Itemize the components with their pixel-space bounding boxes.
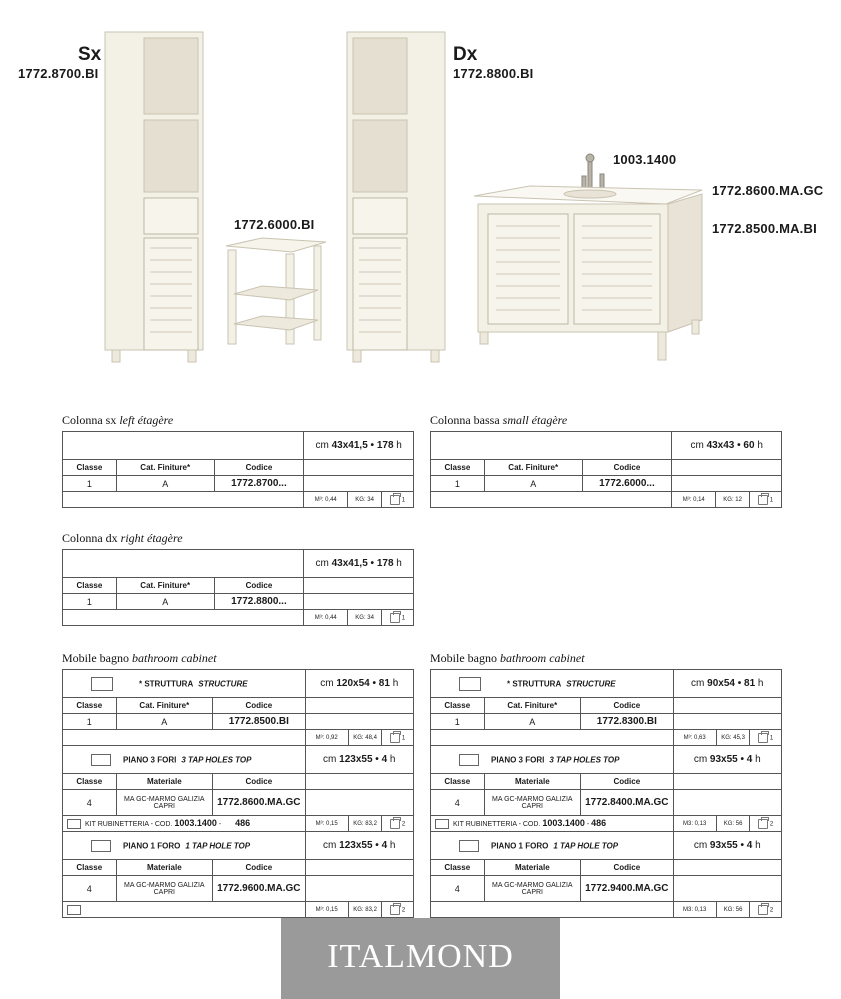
header-classe: Classe [63, 860, 117, 876]
codice-cell: 1772.8700... [214, 476, 304, 492]
section-title-mobile-left: Mobile bagno bathroom cabinet [62, 651, 217, 665]
codice-cell: 1772.8500.BI [213, 714, 305, 730]
codice-cell: 1772.9600.MA.GC [213, 876, 305, 902]
stool-code-label: 1772.6000.BI [234, 217, 315, 232]
header-codice: Codice [581, 698, 673, 714]
classe-cell: 4 [431, 790, 485, 816]
classe-cell: 1 [431, 714, 485, 730]
section-title-mobile-right: Mobile bagno bathroom cabinet [430, 651, 585, 665]
section-title-colonna-sx: Colonna sx left étagère [62, 413, 174, 427]
box-icon [758, 905, 768, 915]
header-classe: Classe [63, 460, 117, 476]
kit-row: KIT RUBINETTERIA - COD. 1003.1400 - 486 [63, 816, 306, 832]
weight-cell: KG: 45,3 [716, 730, 750, 746]
materiale-cell: MA GC-MARMO GALIZIA CAPRI [116, 790, 213, 816]
codice-cell: 1772.8300.BI [581, 714, 673, 730]
weight-cell: KG: 34 [348, 492, 382, 508]
package-cell: 2 [382, 902, 414, 918]
dimension-cell: cm 93x55 • 4 h [673, 746, 781, 774]
header-cat: Cat. Finiture* [484, 698, 581, 714]
weight-cell: KG: 83,2 [348, 816, 382, 832]
top-1-hole-row: PIANO 1 FORO 1 TAP HOLE TOP [431, 832, 674, 860]
header-classe: Classe [431, 460, 485, 476]
header-cat: Cat. Finiture* [116, 460, 214, 476]
weight-cell: KG: 56 [716, 902, 750, 918]
box-icon [758, 733, 768, 743]
header-codice: Codice [582, 460, 672, 476]
cat-cell: A [484, 714, 581, 730]
box-icon [758, 819, 768, 829]
cabinet-icon [459, 677, 481, 691]
package-cell: 1 [382, 492, 414, 508]
dimension-cell: cm 123x55 • 4 h [305, 832, 413, 860]
header-classe: Classe [63, 774, 117, 790]
classe-cell: 1 [63, 594, 117, 610]
package-cell: 1 [750, 730, 782, 746]
volume-cell: M³: 0,14 [672, 492, 716, 508]
sx-code-label: 1772.8700.BI [18, 66, 99, 81]
section-title-colonna-dx: Colonna dx right étagère [62, 531, 183, 545]
dimension-cell: cm 43x41,5 • 178 h [304, 550, 414, 578]
dimension-cell: cm 123x55 • 4 h [305, 746, 413, 774]
top-1-hole-row: PIANO 1 FORO 1 TAP HOLE TOP [63, 832, 306, 860]
dimension-cell: cm 90x54 • 81 h [673, 670, 781, 698]
package-cell: 1 [382, 610, 414, 626]
sx-label: Sx [78, 44, 102, 65]
classe-cell: 1 [431, 476, 485, 492]
cat-cell: A [116, 476, 214, 492]
volume-cell: M³: 0,44 [304, 492, 348, 508]
kit-row: KIT RUBINETTERIA - COD. 1003.1400 - 486 [431, 816, 674, 832]
spec-table-mobile-right [430, 669, 782, 918]
top-3-holes-row: PIANO 3 FORI 3 TAP HOLES TOP [63, 746, 306, 774]
weight-cell: KG: 12 [716, 492, 750, 508]
tap-crossed-icon [67, 905, 81, 915]
sink-icon [459, 754, 479, 766]
classe-cell: 1 [63, 714, 117, 730]
cabinet-icon [91, 677, 113, 691]
box-icon [390, 495, 400, 505]
weight-cell: KG: 48,4 [348, 730, 382, 746]
dx-label: Dx [453, 44, 478, 65]
sink-icon [91, 754, 111, 766]
right-etagere-image [343, 28, 453, 363]
italmond-watermark: ITALMOND [281, 918, 560, 999]
small-etagere-image [222, 236, 330, 348]
classe-cell: 4 [63, 790, 117, 816]
box-icon [390, 613, 400, 623]
spec-table-colonna-bassa [430, 431, 782, 508]
section-title-colonna-bassa: Colonna bassa small étagère [430, 413, 568, 427]
box-icon [390, 905, 400, 915]
header-codice: Codice [214, 578, 304, 594]
codice-cell: 1772.8800... [214, 594, 304, 610]
tap-code-label: 1003.1400 [613, 152, 677, 167]
box-icon [390, 733, 400, 743]
codice-cell: 1772.8400.MA.GC [581, 790, 673, 816]
volume-cell: M³: 0,63 [673, 730, 716, 746]
header-codice: Codice [213, 698, 305, 714]
structure-row: * STRUTTURA STRUCTURE [431, 670, 674, 698]
spec-table-colonna-sx [62, 431, 414, 508]
header-materiale: Materiale [116, 860, 213, 876]
header-classe: Classe [431, 698, 485, 714]
volume-cell: M³: 0,92 [305, 730, 348, 746]
package-cell: 2 [750, 902, 782, 918]
dimension-cell: cm 120x54 • 81 h [305, 670, 413, 698]
weight-cell: KG: 56 [716, 816, 750, 832]
materiale-cell: MA GC-MARMO GALIZIA CAPRI [484, 790, 581, 816]
volume-cell: M³: 0,44 [304, 610, 348, 626]
tap-crossed-icon [67, 819, 81, 829]
header-codice: Codice [581, 774, 673, 790]
header-materiale: Materiale [484, 774, 581, 790]
weight-cell: KG: 83,2 [348, 902, 382, 918]
codice-cell: 1772.8600.MA.GC [213, 790, 305, 816]
spec-table-colonna-dx [62, 549, 414, 626]
sink-icon [459, 840, 479, 852]
materiale-cell: MA GC-MARMO GALIZIA CAPRI [484, 876, 581, 902]
codice-cell: 1772.6000... [582, 476, 672, 492]
header-classe: Classe [431, 860, 485, 876]
header-codice: Codice [581, 860, 673, 876]
top-3-holes-row: PIANO 3 FORI 3 TAP HOLES TOP [431, 746, 674, 774]
bathroom-cabinet-image [470, 150, 710, 365]
header-materiale: Materiale [116, 774, 213, 790]
classe-cell: 1 [63, 476, 117, 492]
header-materiale: Materiale [484, 860, 581, 876]
cat-cell: A [484, 476, 582, 492]
classe-cell: 4 [431, 876, 485, 902]
header-cat: Cat. Finiture* [116, 698, 213, 714]
header-cat: Cat. Finiture* [116, 578, 214, 594]
cat-cell: A [116, 714, 213, 730]
box-icon [390, 819, 400, 829]
cabinet-code-label: 1772.8500.MA.BI [712, 221, 817, 236]
codice-cell: 1772.9400.MA.GC [581, 876, 673, 902]
volume-cell: M3: 0,13 [673, 816, 716, 832]
header-cat: Cat. Finiture* [484, 460, 582, 476]
header-codice: Codice [213, 860, 305, 876]
header-codice: Codice [213, 774, 305, 790]
dimension-cell: cm 43x43 • 60 h [672, 432, 782, 460]
package-cell: 2 [750, 816, 782, 832]
materiale-cell: MA GC-MARMO GALIZIA CAPRI [116, 876, 213, 902]
spec-table-mobile-left [62, 669, 414, 918]
volume-cell: M3: 0,13 [673, 902, 716, 918]
classe-cell: 4 [63, 876, 117, 902]
header-classe: Classe [431, 774, 485, 790]
package-cell: 2 [382, 816, 414, 832]
structure-row: * STRUTTURA STRUCTURE [63, 670, 306, 698]
header-classe: Classe [63, 698, 117, 714]
cat-cell: A [116, 594, 214, 610]
package-cell: 1 [750, 492, 782, 508]
volume-cell: M³: 0,15 [305, 902, 348, 918]
top-code-label: 1772.8600.MA.GC [712, 183, 824, 198]
header-classe: Classe [63, 578, 117, 594]
sink-icon [91, 840, 111, 852]
package-cell: 1 [382, 730, 414, 746]
header-codice: Codice [214, 460, 304, 476]
left-etagere-image [100, 28, 210, 363]
volume-cell: M³: 0,15 [305, 816, 348, 832]
dimension-cell: cm 93x55 • 4 h [673, 832, 781, 860]
dimension-cell: cm 43x41,5 • 178 h [304, 432, 414, 460]
tap-crossed-icon [435, 819, 449, 829]
box-icon [758, 495, 768, 505]
dx-code-label: 1772.8800.BI [453, 66, 534, 81]
weight-cell: KG: 34 [348, 610, 382, 626]
